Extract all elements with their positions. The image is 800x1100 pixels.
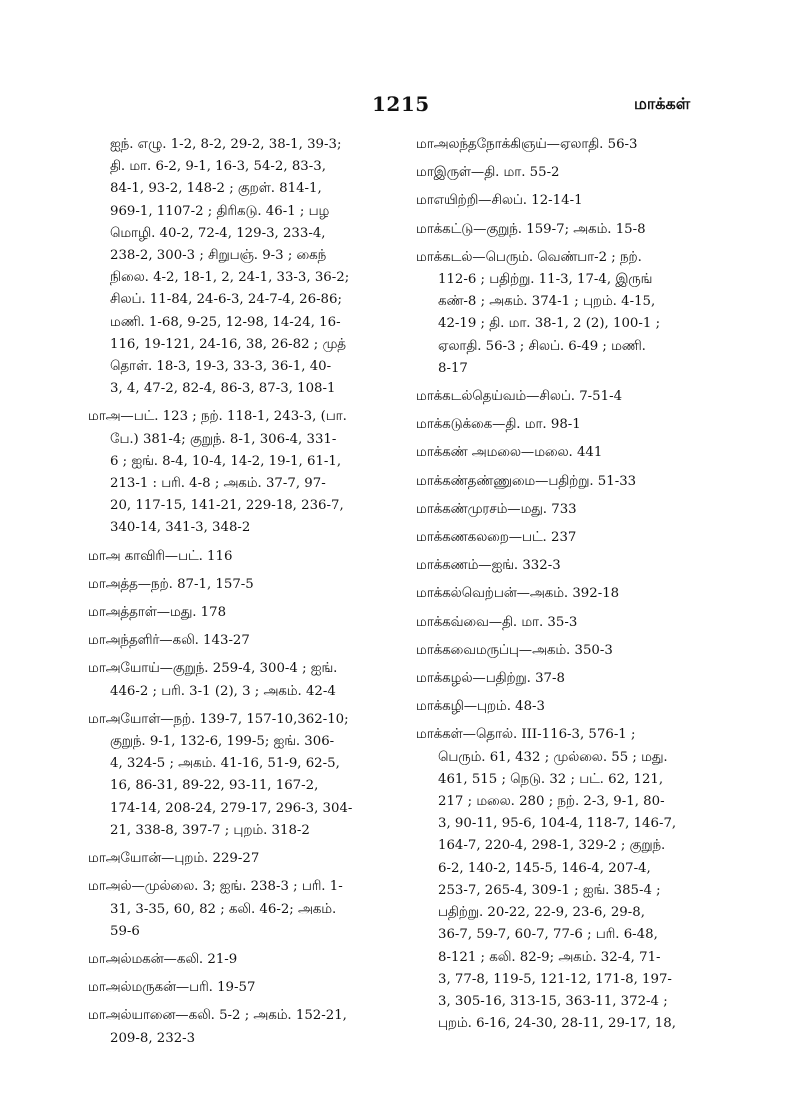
entry-headword-line: மாக்கணம்—ஐங். 332-3 <box>416 558 561 574</box>
index-entry <box>416 499 716 521</box>
entry-line: தி. மா. 6-2, 9-1, 16-3, 54-2, 83-3, <box>110 159 326 175</box>
index-entry <box>416 386 716 408</box>
entry-headword-line: மாக்கடல்—பெரும். வெண்பா-2 ; நற். <box>416 249 642 265</box>
index-entry <box>88 630 388 652</box>
entry-line: 36-7, 59-7, 60-7, 77-6 ; பரி. 6-48, <box>438 927 658 943</box>
entry-headword-line: மாஅந்தளிர்—கலி. 143-27 <box>88 633 250 649</box>
entry-headword-line: மாக்கண்தண்ணுமை—பதிற்று. 51-33 <box>416 473 637 489</box>
entry-headword-line: மாஅ காவிரி—பட். 116 <box>88 548 233 564</box>
entry-line: 59-6 <box>110 923 140 939</box>
index-entry <box>88 848 388 870</box>
index-entry <box>416 724 716 1035</box>
entry-headword-line: மாஅலந்தநோக்கிஞய்—ஏலாதி. 56-3 <box>416 137 638 152</box>
entry-headword-line: மாஅல்மருகன்—பரி. 19-57 <box>88 980 256 996</box>
entry-headword-line: மாஅல்மகன்—கலி. 21-9 <box>88 951 238 967</box>
entry-line: தொள். 18-3, 19-3, 33-3, 36-1, 40- <box>110 359 332 375</box>
entry-headword-line: மாக்கழல்—பதிற்று. 37-8 <box>416 671 565 687</box>
entry-line: மணி. 1-68, 9-25, 12-98, 14-24, 16- <box>110 314 341 330</box>
entry-line: 16, 86-31, 89-22, 93-11, 167-2, <box>110 778 319 794</box>
entry-line: 84-1, 93-2, 148-2 ; குறள். 814-1, <box>110 181 322 197</box>
index-entry <box>88 406 388 539</box>
entry-line: 8-17 <box>438 360 468 376</box>
entry-line: 340-14, 341-3, 348-2 <box>110 520 251 536</box>
entry-headword-line: மாஅல்—முல்லை. 3; ஐங். 238-3 ; பரி. 1- <box>88 879 343 895</box>
index-entry <box>416 134 716 156</box>
entry-line: 3, 4, 47-2, 82-4, 86-3, 87-3, 108-1 <box>110 381 336 397</box>
index-entry <box>416 442 716 464</box>
entry-headword-line: மாக்கவைமருப்பு—அகம். 350-3 <box>416 642 613 658</box>
entry-headword-line: மாக்கவ்வை—தி. மா. 35-3 <box>416 614 578 630</box>
entry-line: புறம். 6-16, 24-30, 28-11, 29-17, 18, <box>438 1016 676 1032</box>
index-entry <box>416 555 716 577</box>
index-entry <box>416 414 716 436</box>
entry-line: சிலப். 11-84, 24-6-3, 24-7-4, 26-86; <box>110 292 342 308</box>
entry-line: 253-7, 265-4, 309-1 ; ஐங். 385-4 ; <box>438 882 661 898</box>
entry-headword-line: மாக்கடுக்கை—தி. மா. 98-1 <box>416 417 581 433</box>
entry-line: 8-121 ; கலி. 82-9; அகம். 32-4, 71- <box>438 949 661 965</box>
entry-line: 112-6 ; பதிற்று. 11-3, 17-4, இருங் <box>438 272 653 288</box>
index-entry <box>416 219 716 241</box>
entry-line: 4, 324-5 ; அகம். 41-16, 51-9, 62-5, <box>110 756 340 772</box>
entry-line: 969-1, 1107-2 ; திரிகடு. 46-1 ; பழ <box>110 203 330 219</box>
entry-line: 3, 90-11, 95-6, 104-4, 118-7, 146-7, <box>438 816 677 832</box>
right-column <box>416 134 716 1041</box>
entry-line: 174-14, 208-24, 279-17, 296-3, 304- <box>110 800 353 816</box>
entry-line: 6-2, 140-2, 145-5, 146-4, 207-4, <box>438 860 651 876</box>
entry-line: 116, 19-121, 24-16, 38, 26-82 ; முத் <box>110 336 346 352</box>
entry-line: கண்-8 ; அகம். 374-1 ; புறம். 4-15, <box>438 294 656 310</box>
entry-line: நிலை. 4-2, 18-1, 2, 24-1, 33-3, 36-2; <box>110 270 350 286</box>
entry-headword-line: மாக்கள்—தொல். III-116-3, 576-1 ; <box>416 727 636 743</box>
entry-line: ஏலாதி. 56-3 ; சிலப். 6-49 ; மணி. <box>438 338 646 354</box>
entry-line: 3, 305-16, 313-15, 363-11, 372-4 ; <box>438 993 668 1009</box>
entry-line: 31, 3-35, 60, 82 ; கலி. 46-2; அகம். <box>110 901 337 917</box>
index-entry <box>88 602 388 624</box>
entry-line: பெரும். 61, 432 ; முல்லை. 55 ; மது. <box>438 749 668 765</box>
entry-headword-line: மாஅயோய்—குறுந். 259-4, 300-4 ; ஐங். <box>88 661 338 677</box>
index-entry <box>416 162 716 184</box>
index-entry <box>416 640 716 662</box>
index-entry <box>88 977 388 999</box>
entry-line: 42-19 ; தி. மா. 38-1, 2 (2), 100-1 ; <box>438 316 661 332</box>
entry-line: 164-7, 220-4, 298-1, 329-2 ; குறுந். <box>438 838 666 854</box>
entry-line: மொழி. 40-2, 72-4, 129-3, 233-4, <box>110 225 326 241</box>
entry-line: பதிற்று. 20-22, 22-9, 23-6, 29-8, <box>438 905 645 921</box>
index-entry <box>416 471 716 493</box>
entry-headword-line: மாஇருள்—தி. மா. 55-2 <box>416 165 560 181</box>
entry-headword-line: மாஎயிற்றி—சிலப். 12-14-1 <box>416 193 583 209</box>
index-entry <box>88 658 388 702</box>
entry-line: குறுந். 9-1, 132-6, 199-5; ஐங். 306- <box>110 734 335 750</box>
index-entry <box>416 247 716 380</box>
entry-line: 238-2, 300-3 ; சிறுபஞ். 9-3 ; கைந் <box>110 248 327 264</box>
entry-line: 213-1 : பரி. 4-8 ; அகம். 37-7, 97- <box>110 476 326 492</box>
index-entry <box>88 876 388 943</box>
entry-headword-line: மாக்கல்வெற்பன்—அகம். 392-18 <box>416 586 620 602</box>
entry-headword-line: மாக்கணகலறை—பட். 237 <box>416 530 577 546</box>
entry-line: 446-2 ; பரி. 3-1 (2), 3 ; அகம். 42-4 <box>110 683 336 699</box>
entry-line: 3, 77-8, 119-5, 121-12, 171-8, 197- <box>438 971 672 987</box>
entry-headword-line: மாஅயோள்—நற். 139-7, 157-10,362-10; <box>88 711 349 727</box>
index-entry <box>88 1005 388 1049</box>
entry-headword-line: மாஅல்யானை—கலி. 5-2 ; அகம். 152-21, <box>88 1008 347 1024</box>
entry-line: 209-8, 232-3 <box>110 1030 196 1046</box>
left-column <box>88 134 388 1056</box>
entry-headword-line: மாக்கழி—புறம். 48-3 <box>416 699 546 715</box>
entry-headword-line: மாஅத்த—நற். 87-1, 157-5 <box>88 576 254 592</box>
entry-headword-line: ஐந். எழு. 1-2, 8-2, 29-2, 38-1, 39-3; <box>110 137 342 152</box>
entry-line: பே.) 381-4; குறுந். 8-1, 306-4, 331- <box>110 431 337 447</box>
page-number: 1215 <box>372 92 430 116</box>
index-entry <box>416 527 716 549</box>
entry-headword-line: மாஅ—பட். 123 ; நற். 118-1, 243-3, (பா. <box>88 409 347 425</box>
running-head: மாக்கள் <box>634 94 691 113</box>
index-entry <box>88 949 388 971</box>
entry-headword-line: மாக்கடல்தெய்வம்—சிலப். 7-51-4 <box>416 389 623 405</box>
index-entry <box>88 574 388 596</box>
index-entry-continuation <box>88 134 388 400</box>
entry-line: 21, 338-8, 397-7 ; புறம். 318-2 <box>110 822 310 838</box>
entry-headword-line: மாஅத்தாள்—மது. 178 <box>88 605 227 621</box>
entry-headword-line: மாஅயோன்—புறம். 229-27 <box>88 851 260 867</box>
index-entry <box>416 612 716 634</box>
entry-line: 461, 515 ; நெடு. 32 ; பட். 62, 121, <box>438 771 664 787</box>
entry-line: 20, 117-15, 141-21, 229-18, 236-7, <box>110 498 344 514</box>
entry-headword-line: மாக்கண்முரசம்—மது. 733 <box>416 501 577 517</box>
index-entry <box>88 546 388 568</box>
entry-line: 6 ; ஐங். 8-4, 10-4, 14-2, 19-1, 61-1, <box>110 453 342 469</box>
index-entry <box>416 668 716 690</box>
entry-headword-line: மாக்கட்டு—குறுந். 159-7; அகம். 15-8 <box>416 221 646 237</box>
entry-headword-line: மாக்கண் அமலை—மலை. 441 <box>416 445 603 461</box>
index-entry <box>416 190 716 212</box>
index-entry <box>416 696 716 718</box>
index-entry <box>416 583 716 605</box>
entry-line: 217 ; மலை. 280 ; நற். 2-3, 9-1, 80- <box>438 794 665 810</box>
index-entry <box>88 709 388 842</box>
